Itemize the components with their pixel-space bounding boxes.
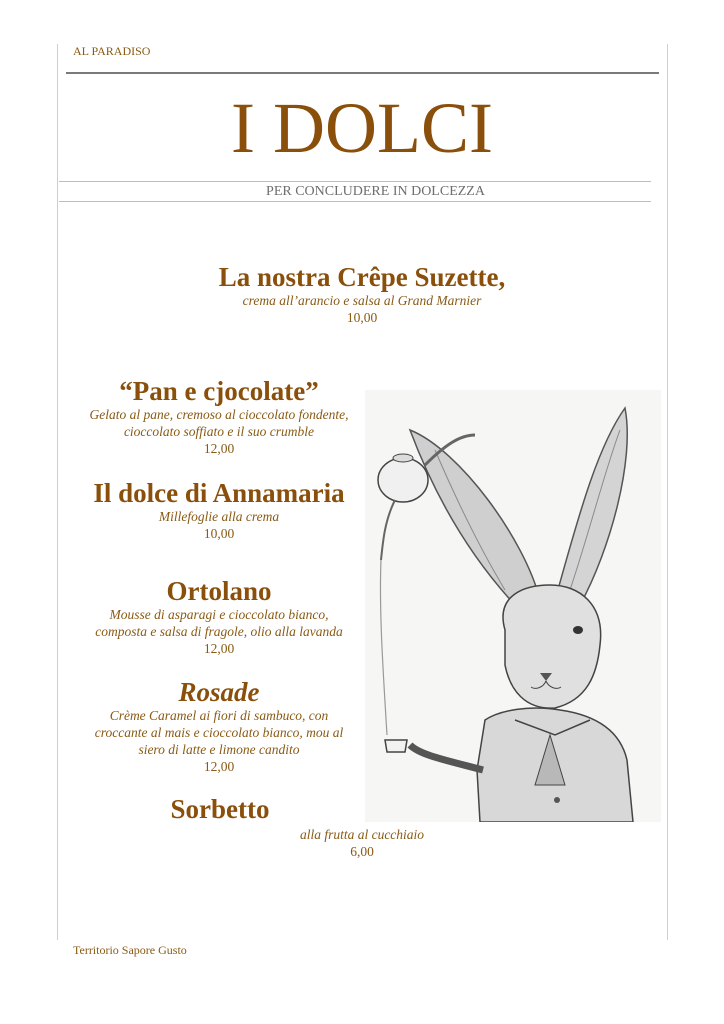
- menu-item-description: composta e salsa di fragole, olio alla lavanda: [95, 624, 343, 639]
- left-margin-line: [57, 44, 58, 940]
- menu-item-pan-e-cjocolate: [68, 376, 370, 457]
- menu-item-name: Il dolce di Annamaria: [93, 478, 345, 508]
- menu-item-dolce-annamaria: [60, 478, 378, 542]
- rabbit-teapot-illustration: [365, 390, 661, 822]
- menu-item-sorbetto-details: [262, 826, 462, 860]
- menu-item-price: 12,00: [203, 441, 235, 456]
- menu-item-sorbetto: [120, 794, 320, 824]
- page-subtitle: PER CONCLUDERE IN DOLCEZZA: [266, 184, 485, 199]
- menu-item-crepe-suzette: [140, 262, 584, 326]
- page-title: I DOLCI: [231, 88, 493, 168]
- menu-item-name: La nostra Crêpe Suzette,: [218, 262, 506, 292]
- menu-item-description: alla frutta al cucchiaio: [299, 827, 425, 842]
- menu-item-description: crema all’arancio e salsa al Grand Marnier: [242, 293, 482, 308]
- menu-item-price: 12,00: [203, 759, 235, 774]
- menu-item-description: cioccolato soffiato e il suo crumble: [123, 424, 315, 439]
- menu-item-price: 10,00: [346, 310, 378, 325]
- menu-item-name: “Pan e cjocolate”: [119, 376, 319, 406]
- subtitle-rule-bottom: [59, 201, 651, 202]
- subtitle-rule-top: [59, 181, 651, 182]
- menu-item-name: Sorbetto: [170, 794, 270, 824]
- menu-item-description: siero di latte e limone candito: [138, 742, 300, 757]
- menu-item-price: 10,00: [203, 526, 235, 541]
- menu-item-price: 6,00: [350, 844, 374, 859]
- footer-label: Territorio Sapore Gusto: [73, 943, 187, 957]
- restaurant-name: AL PARADISO: [73, 44, 151, 58]
- menu-item-description: Gelato al pane, cremoso al cioccolato fondente,: [89, 407, 349, 422]
- menu-item-name: Rosade: [178, 677, 260, 707]
- menu-item-name: Ortolano: [166, 576, 272, 606]
- right-margin-line: [667, 44, 668, 940]
- menu-item-ortolano: [68, 576, 370, 657]
- menu-item-rosade: [68, 677, 370, 775]
- menu-item-description: Millefoglie alla crema: [158, 509, 280, 524]
- menu-item-description: croccante al mais e cioccolato bianco, mou al: [94, 725, 344, 740]
- menu-item-description: Crème Caramel ai fiori di sambuco, con: [109, 708, 329, 723]
- menu-item-description: Mousse di asparagi e cioccolato bianco,: [109, 607, 329, 622]
- header-rule: [66, 72, 659, 74]
- menu-item-price: 12,00: [203, 641, 235, 656]
